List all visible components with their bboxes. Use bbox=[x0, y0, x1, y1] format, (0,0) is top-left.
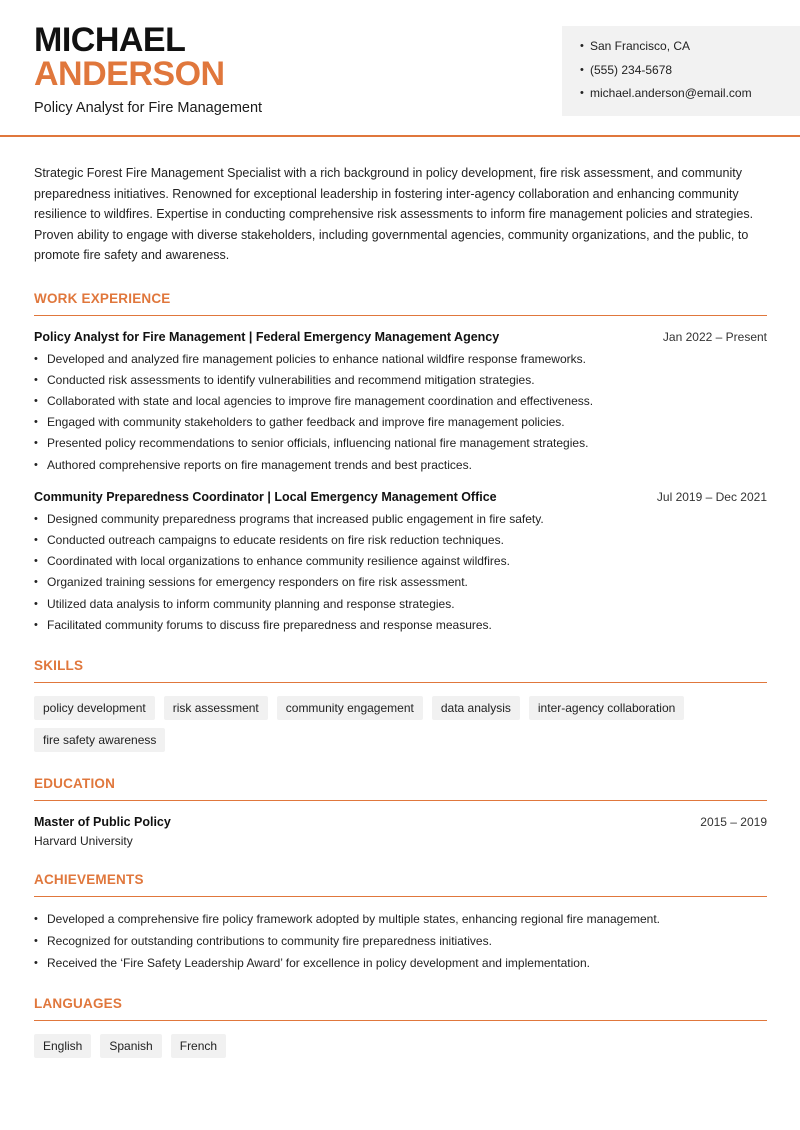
languages-list bbox=[34, 1034, 767, 1058]
education-entry bbox=[34, 815, 767, 848]
work-section bbox=[34, 291, 767, 636]
section-title-languages: LANGUAGES bbox=[34, 996, 767, 1021]
skill-chip: policy development bbox=[34, 696, 155, 720]
section-title-education: EDUCATION bbox=[34, 776, 767, 801]
language-chip: English bbox=[34, 1034, 91, 1058]
list-item: • Recognized for outstanding contributions to community fire preparedness initiatives. bbox=[34, 930, 767, 952]
list-item: • Coordinated with local organizations to enhance community resilience against wildfires. bbox=[34, 551, 767, 572]
education-section bbox=[34, 776, 767, 848]
degree: Master of Public Policy bbox=[34, 814, 171, 829]
language-chip: French bbox=[171, 1034, 226, 1058]
contact-location bbox=[580, 38, 800, 62]
list-item: • Designed community preparedness programs that increased public engagement in fire safety. bbox=[34, 509, 767, 530]
contact-phone bbox=[580, 62, 800, 86]
location-text: San Francisco, CA bbox=[590, 39, 691, 53]
list-item: • Developed a comprehensive fire policy framework adopted by multiple states, enhancing regional fire management. bbox=[34, 908, 767, 930]
bullet-icon: • bbox=[580, 40, 584, 52]
list-item: • Presented policy recommendations to senior officials, influencing national fire management strategies. bbox=[34, 433, 767, 454]
achievements-list bbox=[34, 908, 767, 974]
skills-list bbox=[34, 696, 767, 752]
email-link[interactable]: michael.anderson@email.com bbox=[590, 86, 752, 100]
bullet-icon: • bbox=[580, 63, 584, 76]
job-title: Policy Analyst for Fire Management bbox=[34, 100, 263, 116]
achievements-section bbox=[34, 872, 767, 974]
summary: Strategic Forest Fire Management Specialist with a rich background in policy development, fire risk assessment, and community preparedness initiatives. Renowned for exceptional leadership in fostering inter-agency collaboration and enhancing community resilience to wildfires. Expertise in conducting comprehensive risk assessments to inform fire management policies and strategies. Proven ability to engage with diverse stakeholders, including governmental agencies, community organizations, and the public, to promote fire safety and awareness. bbox=[34, 166, 754, 262]
resume-body bbox=[34, 163, 767, 1058]
job-dates: Jan 2022 – Present bbox=[662, 329, 767, 344]
skill-chip: inter-agency collaboration bbox=[529, 696, 684, 720]
skill-chip: fire safety awareness bbox=[34, 728, 165, 752]
languages-section bbox=[34, 996, 767, 1058]
resume-header bbox=[0, 0, 800, 137]
skill-chip: community engagement bbox=[277, 696, 423, 720]
list-item: • Received the ‘Fire Safety Leadership Award’ for excellence in policy development and implementation. bbox=[34, 952, 767, 974]
list-item: • Conducted outreach campaigns to educate residents on fire risk reduction techniques. bbox=[34, 530, 767, 551]
list-item: • Developed and analyzed fire management policies to enhance national wildfire response frameworks. bbox=[34, 349, 767, 370]
section-title-achievements: ACHIEVEMENTS bbox=[34, 872, 767, 897]
list-item: • Authored comprehensive reports on fire management trends and best practices. bbox=[34, 455, 767, 476]
job-entry bbox=[34, 330, 767, 476]
phone-text: (555) 234-5678 bbox=[590, 62, 673, 77]
education-dates: 2015 – 2019 bbox=[700, 814, 767, 829]
school-name: Harvard University bbox=[34, 833, 133, 848]
job-bullets bbox=[34, 349, 767, 476]
job-dates: Jul 2019 – Dec 2021 bbox=[656, 489, 767, 504]
list-item: • Facilitated community forums to discuss fire preparedness and response measures. bbox=[34, 615, 767, 636]
last-name: ANDERSON bbox=[34, 55, 225, 93]
list-item: • Collaborated with state and local agencies to improve fire management coordination and effectiveness. bbox=[34, 391, 767, 412]
language-chip: Spanish bbox=[100, 1034, 161, 1058]
bullet-icon: • bbox=[580, 87, 584, 99]
list-item: • Engaged with community stakeholders to gather feedback and improve fire management policies. bbox=[34, 412, 767, 433]
job-heading: Policy Analyst for Fire Management | Federal Emergency Management Agency bbox=[34, 329, 500, 344]
job-heading: Community Preparedness Coordinator | Local Emergency Management Office bbox=[34, 489, 497, 504]
contact-email bbox=[580, 85, 800, 109]
job-entry bbox=[34, 490, 767, 636]
list-item: • Utilized data analysis to inform community planning and response strategies. bbox=[34, 594, 767, 615]
skills-section bbox=[34, 658, 767, 752]
first-name: MICHAEL bbox=[34, 21, 186, 59]
section-title-work: WORK EXPERIENCE bbox=[34, 291, 767, 316]
job-bullets bbox=[34, 509, 767, 636]
skill-chip: data analysis bbox=[432, 696, 520, 720]
list-item: • Organized training sessions for emergency responders on fire risk assessment. bbox=[34, 572, 767, 593]
section-title-skills: SKILLS bbox=[34, 658, 767, 683]
list-item: • Conducted risk assessments to identify vulnerabilities and recommend mitigation strategies. bbox=[34, 370, 767, 391]
contact-box bbox=[562, 26, 800, 116]
skill-chip: risk assessment bbox=[164, 696, 268, 720]
